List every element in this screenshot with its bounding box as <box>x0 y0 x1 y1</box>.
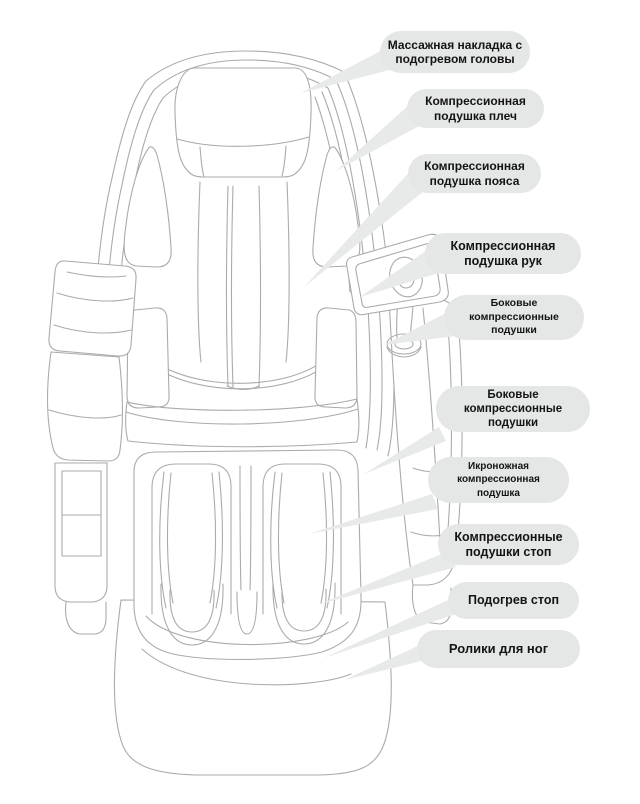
backrest-center <box>153 182 330 390</box>
callout-label-line: подушки <box>487 417 539 430</box>
callout-side-compression-cushions-upper <box>444 295 584 340</box>
callout-label-line: Массажная накладка с <box>387 37 523 52</box>
callout-shoulder-compression-cushion <box>407 89 544 128</box>
callout-label-line: компрессионные <box>463 402 563 415</box>
callout-label-line: Боковые <box>487 388 539 401</box>
callout-head-heating-pad <box>380 31 530 73</box>
callout-label-line: подогревом головы <box>395 52 515 66</box>
headrest <box>175 68 311 177</box>
callout-label-line: компрессионные <box>469 310 559 323</box>
callout-label-line: Компрессионная <box>450 238 556 253</box>
armrest-left <box>47 261 136 634</box>
callout-foot-heating <box>448 582 579 619</box>
callout-calf-compression-cushion <box>428 457 569 503</box>
callout-label-line: подушки <box>491 324 537 337</box>
callout-arm-compression-cushion <box>425 233 581 274</box>
callout-label-line: подушка <box>477 487 520 499</box>
callout-label-line: подушка плеч <box>434 108 517 123</box>
callout-label-line: Компрессионные <box>454 529 563 544</box>
callout-foot-compression-cushions <box>438 524 579 565</box>
callout-label-line: Компрессионная <box>424 159 525 174</box>
callout-label-line: подушка пояса <box>429 173 520 188</box>
callout-label-line: компрессионная <box>457 474 540 486</box>
callout-leg-rollers <box>417 630 580 668</box>
callout-label-line: Икроножная <box>468 461 529 473</box>
callout-label-line: Компрессионная <box>425 94 526 109</box>
side-pad-left <box>127 308 169 408</box>
shoulder-pad-right <box>313 147 360 267</box>
callout-side-compression-cushions-lower <box>436 386 590 432</box>
callout-label-line: подушка рук <box>464 253 542 268</box>
callout-label-line: Боковые <box>490 297 538 310</box>
callout-label-line: подушки стоп <box>465 544 552 559</box>
callout-label-line: Подогрев стоп <box>467 593 560 607</box>
callout-waist-compression-cushion <box>408 154 541 193</box>
callout-label-line: Ролики для ног <box>448 641 549 657</box>
side-pad-right <box>315 308 357 408</box>
shoulder-pad-left <box>124 147 171 267</box>
